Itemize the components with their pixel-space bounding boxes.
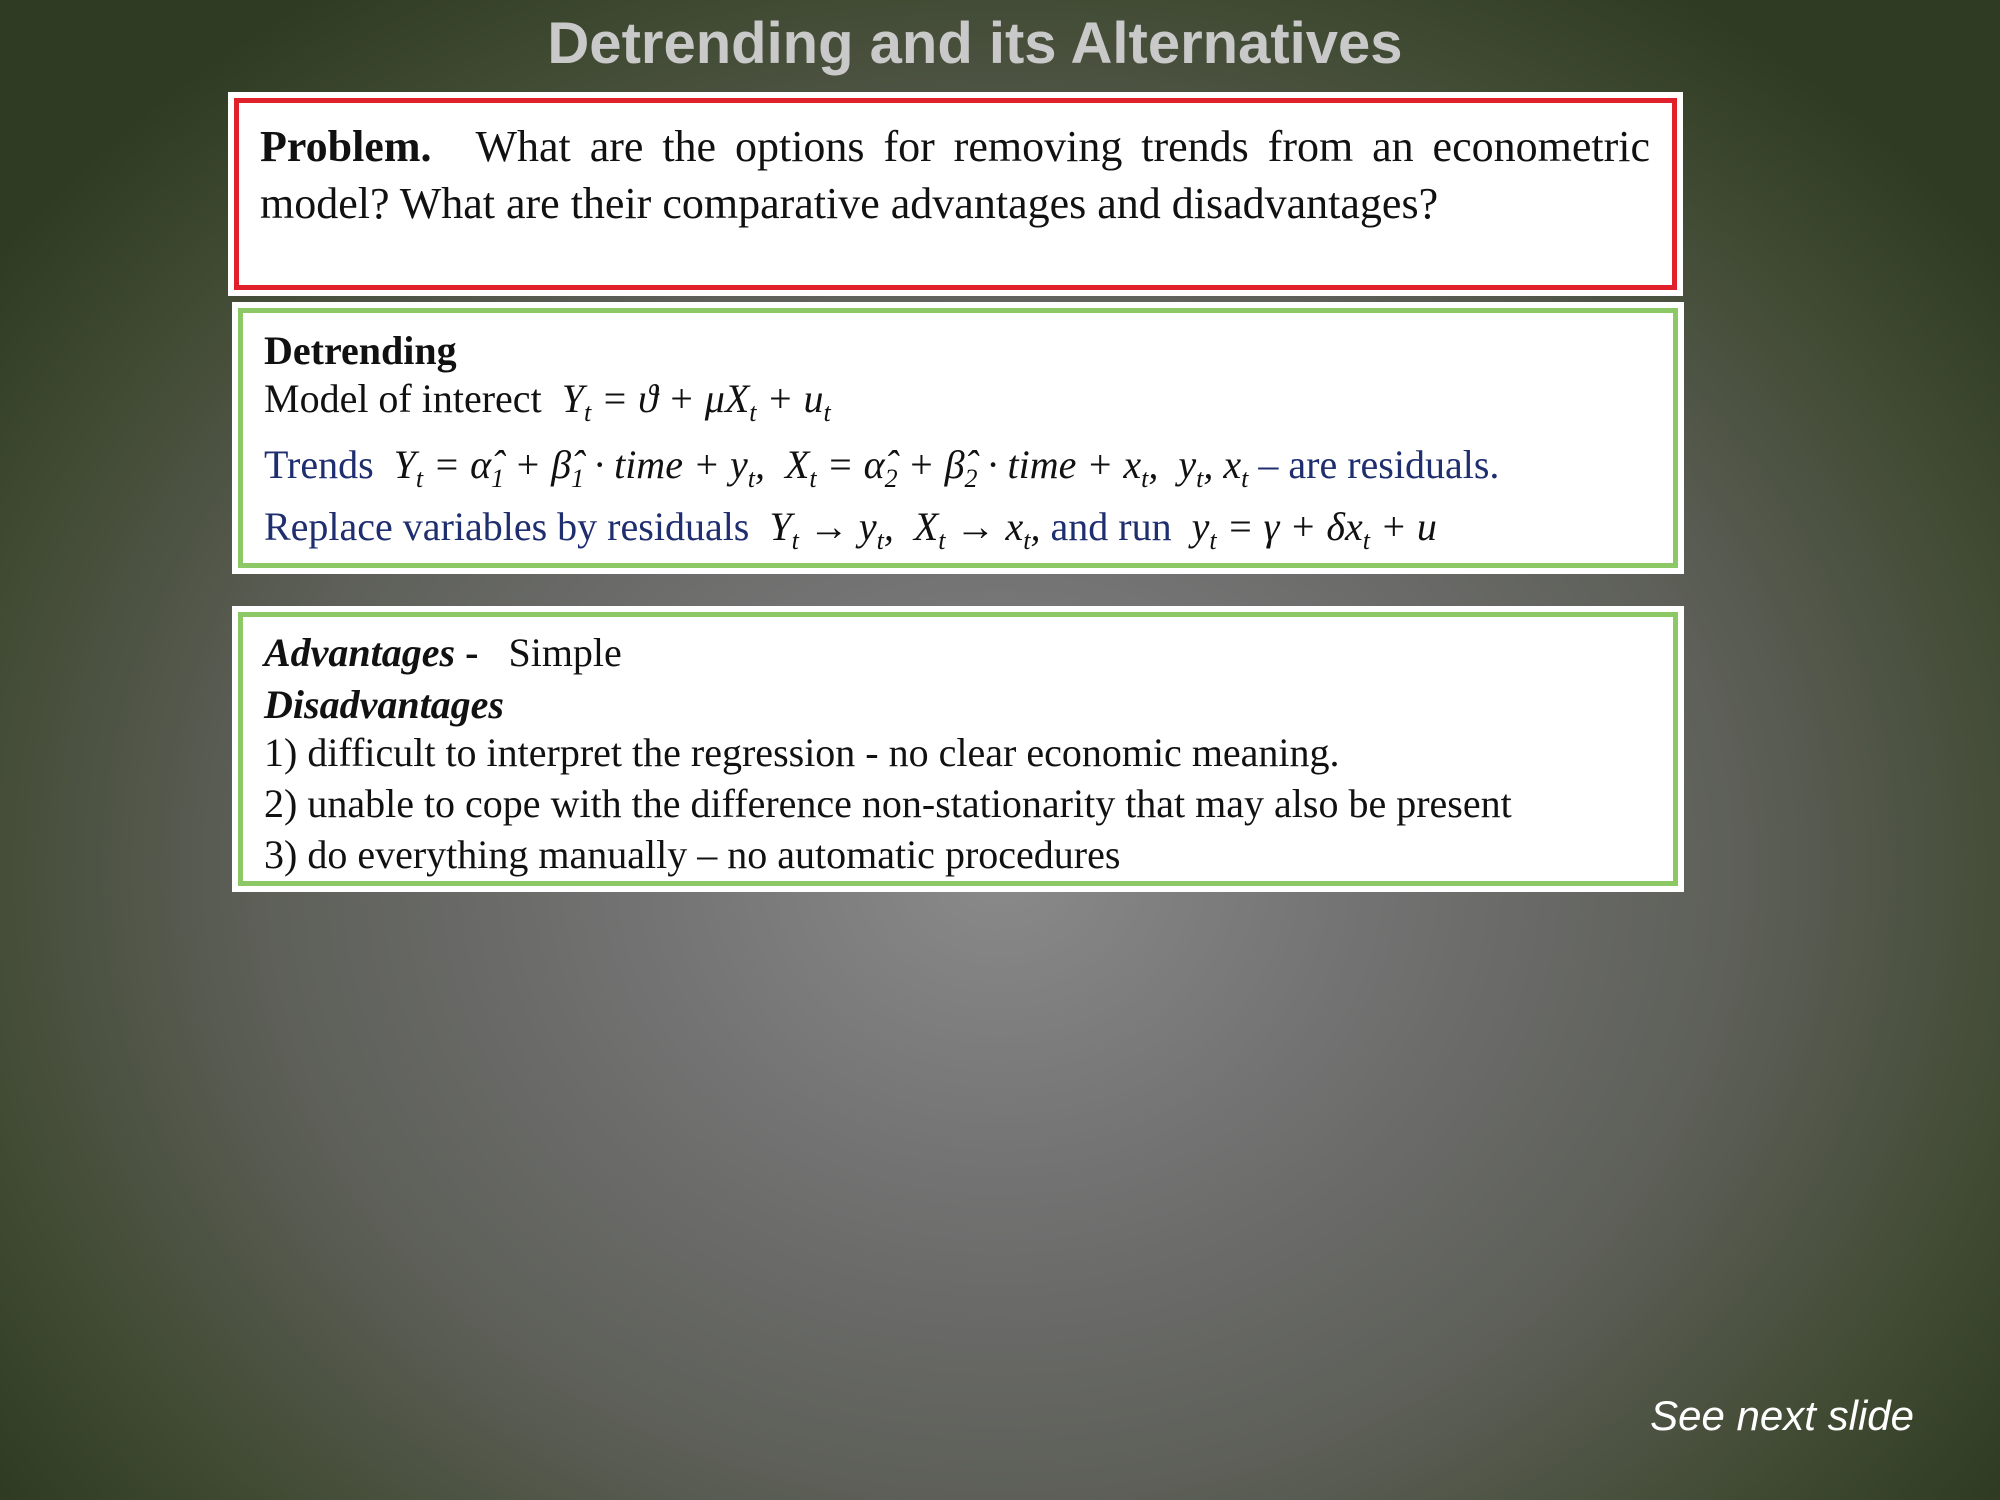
problem-statement xyxy=(260,118,1650,232)
trends-label: Trends xyxy=(264,442,374,487)
problem-label: Problem. xyxy=(260,122,432,171)
disadvantage-item: 3) do everything manually – no automatic procedures xyxy=(264,832,1121,877)
problem-box xyxy=(228,92,1683,296)
detrending-heading: Detrending xyxy=(264,328,457,373)
problem-text: What are the options for removing trends from an econometric model? What are their comparative advantages and disadvantages? xyxy=(260,122,1650,228)
disadvantages-label: Disadvantages xyxy=(264,682,504,727)
replace-equation: $Y_t \to y_t$, $X_t \to x_t$, xyxy=(759,504,1041,556)
and-run-label: and run xyxy=(1050,504,1172,549)
advantages-separator: - xyxy=(465,630,479,675)
model-label: Model of interect xyxy=(264,376,542,421)
detrending-box xyxy=(232,302,1684,574)
advantages-value: Simple xyxy=(508,630,622,675)
run-equation: $y_t = \gamma + \delta x_t + u$ xyxy=(1181,504,1437,556)
see-next-slide-note: See next slide xyxy=(1650,1392,1914,1439)
disadvantage-item: 1) difficult to interpret the regression - no clear economic meaning. xyxy=(264,730,1340,775)
replace-label: Replace variables by residuals xyxy=(264,504,750,549)
model-line xyxy=(264,375,831,428)
assessment-box xyxy=(232,606,1684,892)
advantages-label: Advantages xyxy=(264,630,456,675)
advantages-line xyxy=(264,629,622,676)
trends-line xyxy=(264,441,1499,494)
slide-title: Detrending and its Alternatives xyxy=(547,11,1403,76)
residuals-note: – are residuals. xyxy=(1258,442,1500,487)
disadvantage-item: 2) unable to cope with the difference non-stationarity that may also be present xyxy=(264,781,1512,826)
model-equation: $Y_t = ϑ + \mu X_t + u_t$ xyxy=(551,376,831,428)
trends-equation: $Y_t$ = $\alphâ_1$ + $\betâ_1$ · time + $y_t$, $X_t$ = $\alphâ_2$ + $\betâ_2$ · time + $x_t$, $y_t$, $x_t$ xyxy=(383,442,1249,494)
replace-line xyxy=(264,503,1437,556)
